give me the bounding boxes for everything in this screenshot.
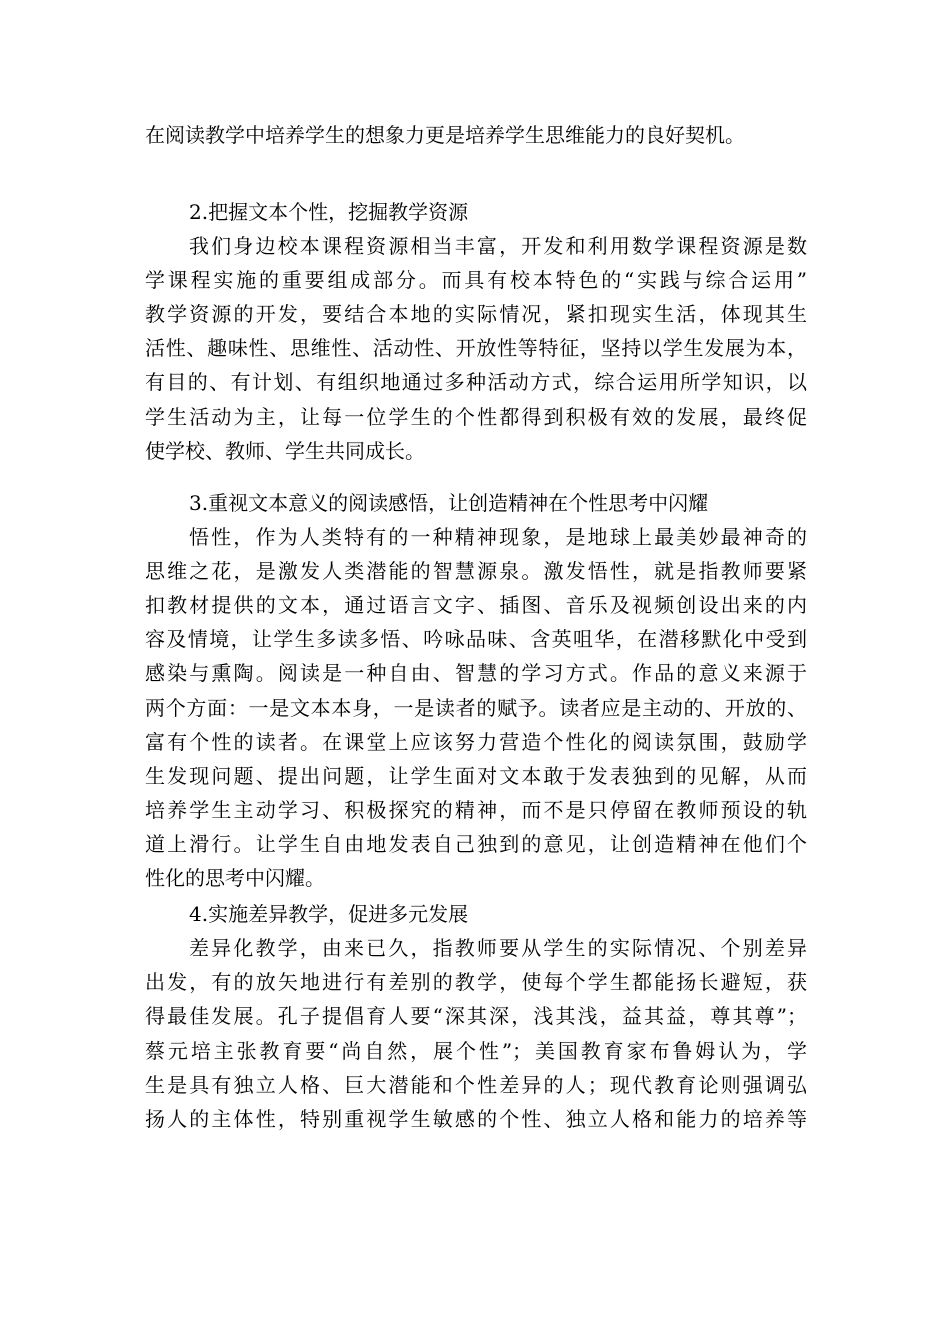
paragraph-line: 我们身边校本课程资源相当丰富，开发和利用数学课程资源是数 — [189, 234, 807, 258]
text-line: 在阅读教学中培养学生的想象力更是培养学生思维能力的良好契机。 — [145, 123, 745, 147]
paragraph-line: 生发现问题、提出问题，让学生面对文本敢于发表独到的见解，从而 — [145, 764, 807, 788]
section-heading: 3.重视文本意义的阅读感悟，让创造精神在个性思考中闪耀 — [189, 491, 709, 515]
paragraph-line: 教学资源的开发，要结合本地的实际情况，紧扣现实生活，体现其生 — [145, 302, 807, 326]
paragraph-line: 悟性，作为人类特有的一种精神现象，是地球上最美妙最神奇的 — [189, 525, 807, 549]
paragraph-line: 扬人的主体性，特别重视学生敏感的个性、独立人格和能力的培养等 — [145, 1107, 807, 1131]
paragraph-line: 思维之花，是激发人类潜能的智慧源泉。激发悟性，就是指教师要紧 — [145, 559, 807, 583]
section-heading: 4.实施差异教学，促进多元发展 — [189, 902, 469, 926]
section-heading: 2.把握文本个性，挖掘教学资源 — [189, 200, 469, 224]
paragraph-line: 活性、趣味性、思维性、活动性、开放性等特征，坚持以学生发展为本， — [145, 336, 807, 360]
paragraph-line: 生是具有独立人格、巨大潜能和个性差异的人；现代教育论则强调弘 — [145, 1073, 807, 1097]
paragraph-line: 扣教材提供的文本，通过语言文字、插图、音乐及视频创设出来的内 — [145, 593, 807, 617]
paragraph-line: 差异化教学，由来已久，指教师要从学生的实际情况、个别差异 — [189, 936, 807, 960]
paragraph-line: 两个方面：一是文本本身，一是读者的赋予。读者应是主动的、开放的、 — [145, 696, 807, 720]
paragraph-line: 出发，有的放矢地进行有差别的教学，使每个学生都能扬长避短，获 — [145, 970, 807, 994]
paragraph-line: 道上滑行。让学生自由地发表自己独到的意见，让创造精神在他们个 — [145, 832, 807, 856]
paragraph-line: 有目的、有计划、有组织地通过多种活动方式，综合运用所学知识，以 — [145, 370, 807, 394]
paragraph-line: 使学校、教师、学生共同成长。 — [145, 439, 425, 463]
paragraph-line: 富有个性的读者。在课堂上应该努力营造个性化的阅读氛围，鼓励学 — [145, 730, 807, 754]
paragraph-line: 学生活动为主，让每一位学生的个性都得到积极有效的发展，最终促 — [145, 405, 807, 429]
paragraph-line: 学课程实施的重要组成部分。而具有校本特色的“实践与综合运用” — [145, 268, 807, 292]
paragraph-line: 培养学生主动学习、积极探究的精神，而不是只停留在教师预设的轨 — [145, 798, 807, 822]
paragraph-line: 性化的思考中闪耀。 — [145, 866, 325, 890]
paragraph-line: 蔡元培主张教育要“尚自然，展个性”；美国教育家布鲁姆认为，学 — [145, 1039, 807, 1063]
paragraph-line: 感染与熏陶。阅读是一种自由、智慧的学习方式。作品的意义来源于 — [145, 661, 807, 685]
paragraph-line: 得最佳发展。孔子提倡育人要“深其深，浅其浅，益其益，尊其尊”； — [145, 1004, 807, 1028]
paragraph-line: 容及情境，让学生多读多悟、吟咏品味、含英咀华，在潜移默化中受到 — [145, 627, 807, 651]
